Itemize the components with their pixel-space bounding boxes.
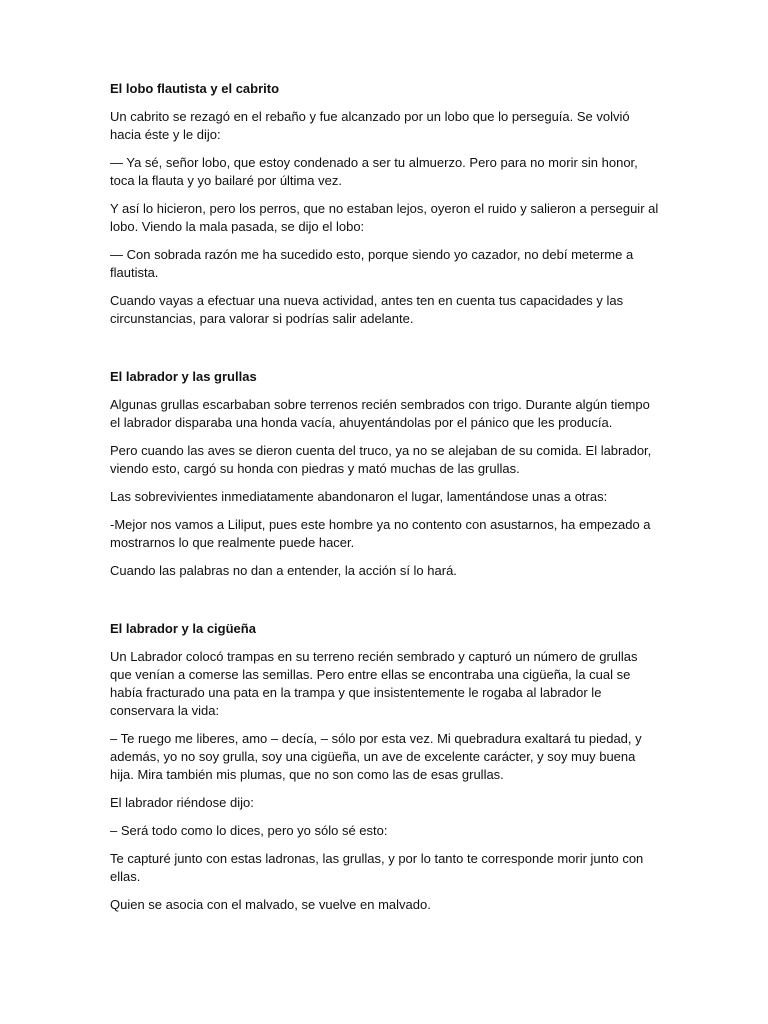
- story-paragraph: El labrador riéndose dijo:: [110, 795, 254, 810]
- story-paragraph: Quien se asocia con el malvado, se vuelve en malvado.: [110, 897, 431, 912]
- story-title: El labrador y la cigüeña: [110, 621, 256, 636]
- story-paragraph: Cuando vayas a efectuar una nueva actividad, antes ten en cuenta tus capacidades y las circunstancias, para valorar si podrías salir adelante.: [110, 293, 624, 326]
- story-paragraph: Cuando las palabras no dan a entender, la acción sí lo hará.: [110, 563, 457, 578]
- document-page: [110, 80, 660, 924]
- story-paragraph: Un Labrador colocó trampas en su terreno recién sembrado y capturó un número de grullas que venían a comerse las semillas. Pero entre ellas se encontraba una cigüeña, la cual se había fracturado una pata en la trampa y que insistentemente le rogaba al labrador le conservara la vida:: [110, 649, 638, 718]
- story-paragraph: Te capturé junto con estas ladronas, las grullas, y por lo tanto te corresponde morir junto con ellas.: [110, 851, 644, 884]
- story-paragraph: Un cabrito se rezagó en el rebaño y fue alcanzado por un lobo que lo perseguía. Se volvió hacia éste y le dijo:: [110, 109, 630, 142]
- story-paragraph: – Será todo como lo dices, pero yo sólo sé esto:: [110, 823, 388, 838]
- story-paragraph: — Ya sé, señor lobo, que estoy condenado a ser tu almuerzo. Pero para no morir sin honor, toca la flauta y yo bailaré por última vez.: [110, 155, 638, 188]
- story-paragraph: Las sobrevivientes inmediatamente abandonaron el lugar, lamentándose unas a otras:: [110, 489, 608, 504]
- story-title: El lobo flautista y el cabrito: [110, 81, 280, 96]
- story: [110, 620, 660, 914]
- story-paragraph: Algunas grullas escarbaban sobre terrenos recién sembrados con trigo. Durante algún tiempo el labrador disparaba una honda vacía, ahuyentándolas por el pánico que les producía.: [110, 397, 650, 430]
- story: [110, 80, 660, 328]
- story-paragraph: -Mejor nos vamos a Liliput, pues este hombre ya no contento con asustarnos, ha empezado a mostrarnos lo que realmente puede hacer.: [110, 517, 651, 550]
- story-title: El labrador y las grullas: [110, 369, 257, 384]
- story-paragraph: — Con sobrada razón me ha sucedido esto, porque siendo yo cazador, no debí meterme a flautista.: [110, 247, 634, 280]
- story-paragraph: – Te ruego me liberes, amo – decía, – sólo por esta vez. Mi quebradura exaltará tu piedad, y además, yo no soy grulla, soy una cigüeña, un ave de excelente carácter, y soy muy buena hija. Mira también mis plumas, que no son como las de esas grullas.: [110, 731, 642, 782]
- story-paragraph: Y así lo hicieron, pero los perros, que no estaban lejos, oyeron el ruido y salieron a perseguir al lobo. Viendo la mala pasada, se dijo el lobo:: [110, 201, 659, 234]
- story-paragraph: Pero cuando las aves se dieron cuenta del truco, ya no se alejaban de su comida. El labrador, viendo esto, cargó su honda con piedras y mató muchas de las grullas.: [110, 443, 652, 476]
- story: [110, 368, 660, 580]
